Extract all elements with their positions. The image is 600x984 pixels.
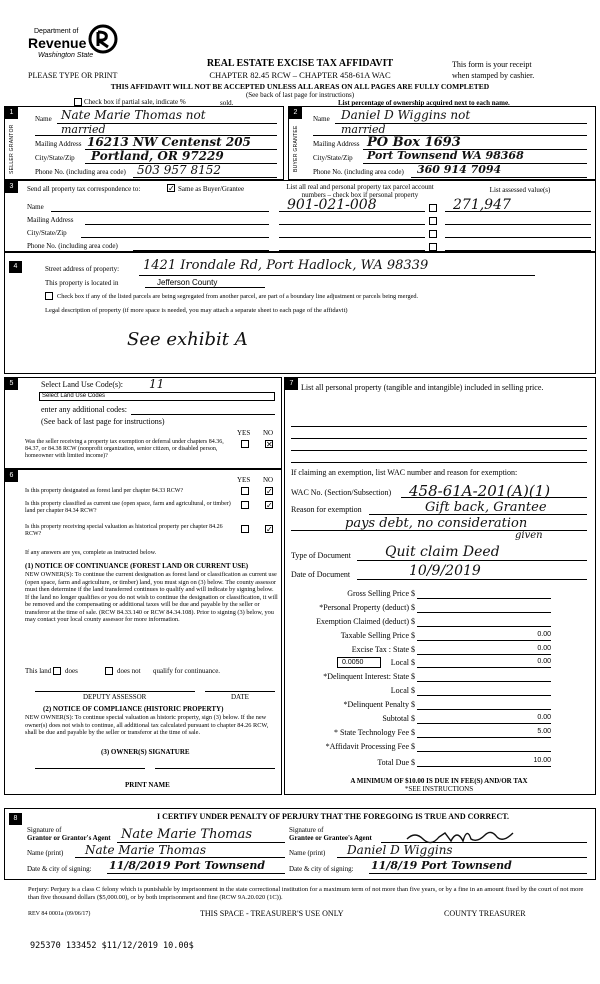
minimum-due-note: A MINIMUM OF $10.00 IS DUE IN FEE(S) AND/OR TAX — [350, 777, 528, 785]
perjury-notice: Perjury: Perjury is a class C felony which is punishable by imprisonment in the state correctional institution for a maximum term of not more than five years, or by a fine in an amount fixed by the court of not more than five thousand dollars ($5,000.00), or by both imprisonment and fine (RCW 9A.20.020 (1C)). — [28, 886, 584, 902]
send-to-label: Send all property tax correspondence to: — [27, 185, 141, 193]
does-checkbox[interactable] — [53, 667, 61, 675]
grantor-name[interactable]: Nate Marie Thomas — [85, 843, 206, 857]
land-use-label: Select Land Use Code(s): — [41, 380, 123, 389]
exemption-section — [284, 377, 596, 795]
reason-label: Reason for exemption — [291, 505, 362, 514]
buyer-mail-label: Mailing Address — [313, 140, 360, 148]
land-use-code[interactable]: 11 — [149, 377, 165, 391]
personal-property-checkbox-3[interactable] — [429, 230, 437, 238]
delinquent-penalty-label: *Delinquent Penalty $ — [343, 700, 415, 709]
tech-fee-value: 5.00 — [537, 728, 551, 735]
correspondence-section — [4, 180, 596, 252]
assessed-value[interactable]: 271,947 — [453, 197, 511, 213]
see-back-label: (See back of last page for instructions) — [41, 417, 165, 426]
current-use-yes-checkbox[interactable] — [241, 501, 249, 509]
personal-property-checkbox-4[interactable] — [429, 243, 437, 251]
local-rate-value: 0.0050 — [342, 659, 364, 666]
buyer-section — [288, 106, 596, 180]
seller-phone[interactable]: 503 957 8152 — [137, 163, 221, 177]
exemption-question: Was the seller receiving a property tax exemption or deferral under chapters 84.36, 84.37, or 84.38 RCW (nonprofit organization, senior citizen, or disabled person, homeowner with limited income)? — [25, 439, 224, 459]
tech-fee-label: * State Technology Fee $ — [333, 728, 415, 737]
compliance-text: NEW OWNER(S): To continue special valuation as historic property, sign (3) below. If the new owner(s) does not wish to continue, all additional tax calculated pursuant to chapter 84.26 RCW, shall be due and payable by the seller or transferor at the time of sale. — [25, 714, 269, 737]
legal-description[interactable]: See exhibit A — [127, 329, 248, 350]
current-use-question: Is this property classified as current use (open space, farm and agricultural, or timber) land per chapter 84.34 RCW? — [25, 501, 231, 514]
additional-codes-label: enter any additional codes: — [41, 405, 127, 414]
see-instructions: (See back of last page for instructions) — [245, 91, 355, 99]
cashier-stamp: 925370 133452 $11/12/2019 10.00$ — [30, 941, 194, 951]
delinquent-interest-label: *Delinquent Interest: State $ — [323, 672, 415, 681]
local-tax-label: Local $ — [390, 658, 415, 667]
local-rate-field[interactable] — [337, 657, 381, 668]
does-label: does — [65, 667, 78, 675]
section-number-4: 4 — [9, 261, 22, 273]
located-label: This property is located in — [45, 279, 119, 287]
owner-signature-label: (3) OWNER(S) SIGNATURE — [101, 748, 190, 756]
historic-yes-checkbox[interactable] — [241, 525, 249, 533]
parcel-header: List all real and personal property tax parcel account numbers – check box if personal property — [286, 183, 434, 200]
buyer-name[interactable]: Daniel D Wiggins not — [341, 108, 471, 122]
receipt-note-2: when stamped by cashier. — [452, 71, 535, 80]
doc-type-label: Type of Document — [291, 551, 351, 560]
grantor-sig-label-2: Grantor or Grantor's Agent — [27, 834, 111, 842]
wac-label: WAC No. (Section/Subsection) — [291, 488, 392, 497]
gross-price-label: Gross Selling Price $ — [347, 589, 415, 598]
seller-name-2[interactable]: married — [61, 123, 106, 136]
section-number-1: 1 — [5, 107, 18, 119]
grantor-sig-label: Signature of — [27, 826, 62, 834]
parcel-number[interactable]: 901-021-008 — [287, 197, 377, 213]
dept-label: Department of — [34, 28, 79, 35]
assessor-date-label: DATE — [231, 693, 249, 701]
yes-header-6: YES — [237, 476, 251, 484]
grantee-sig-label-2: Grantee or Grantee's Agent — [289, 834, 372, 842]
exemption-reason-2[interactable]: pays debt, no consideration — [345, 516, 528, 531]
grantor-date[interactable]: 11/8/2019 Port Townsend — [109, 859, 266, 872]
doc-date-label: Date of Document — [291, 570, 351, 579]
county-name: Jefferson County — [157, 278, 218, 287]
total-due-value: 10.00 — [533, 757, 551, 764]
seller-name-label: Name — [35, 115, 52, 123]
exemption-deduct-label: Exemption Claimed (deduct) $ — [316, 617, 415, 626]
street-label: Street address of property: — [45, 265, 120, 273]
forest-land-section — [4, 469, 282, 795]
grantor-signature[interactable]: Nate Marie Thomas — [121, 827, 253, 842]
continuance-text: NEW OWNER(S): To continue the current designation as forest land or classification as current use (open space, farm and agriculture, or timber) land, you must sign on (3) below. The county assessor must then determine if the land transferred continues to qualify and will indicate by signing below. If the land no longer qualifies or you do not wish to continue the designation or classification, it will be removed and the compensating or additional taxes will be due and payable by the seller or transferor at the time of sale. (RCW 84.33.140 or RCW 84.34.108). Prior to signing (3) below, you may contact your local county assessor for more information. — [25, 571, 278, 624]
no-header-5: NO — [263, 429, 274, 437]
corr-name-label: Name — [27, 203, 44, 211]
taxable-price-value: 0.00 — [537, 631, 551, 638]
partial-sale-label: Check box if partial sale, indicate % — [84, 98, 186, 106]
section-number-2: 2 — [289, 107, 302, 119]
grantee-date[interactable]: 11/8/19 Port Townsend — [371, 859, 512, 872]
revenue-label: Revenue — [28, 35, 87, 51]
does-not-label: does not — [117, 667, 141, 675]
total-due-label: Total Due $ — [377, 758, 415, 767]
seller-city-label: City/State/Zip — [35, 154, 75, 162]
processing-fee-label: *Affidavit Processing Fee $ — [325, 742, 415, 751]
print-note: PLEASE TYPE OR PRINT — [28, 71, 118, 80]
buyer-city[interactable]: Port Townsend WA 98368 — [367, 149, 524, 162]
section-number-7: 7 — [285, 378, 298, 390]
forest-question: Is this property designated as forest land per chapter 84.33 RCW? — [25, 488, 184, 494]
doc-type[interactable]: Quit claim Deed — [385, 544, 500, 560]
print-name-label: PRINT NAME — [125, 781, 170, 789]
corr-phone-label: Phone No. (including area code) — [27, 242, 118, 250]
seller-phone-label: Phone No. (including area code) — [35, 168, 126, 176]
certify-text: I CERTIFY UNDER PENALTY OF PERJURY THAT THE FOREGOING IS TRUE AND CORRECT. — [157, 812, 510, 821]
receipt-note: This form is your receipt — [452, 60, 532, 69]
grantor-date-label: Date & city of signing: — [27, 865, 92, 873]
assessed-header: List assessed value(s) — [489, 186, 551, 194]
ownership-note: List percentage of ownership acquired next to each name. — [338, 99, 510, 107]
compliance-heading: (2) NOTICE OF COMPLIANCE (HISTORIC PROPERTY) — [43, 705, 224, 713]
section-number-5: 5 — [5, 378, 18, 390]
seller-mail-label: Mailing Address — [35, 140, 82, 148]
grantor-name-label: Name (print) — [27, 849, 64, 857]
subtotal-value: 0.00 — [537, 714, 551, 721]
seller-name[interactable]: Nate Marie Thomas not — [61, 108, 206, 122]
seller-side-label: SELLER GRANTOR — [9, 124, 15, 174]
form-title: REAL ESTATE EXCISE TAX AFFIDAVIT — [206, 58, 394, 69]
corr-city-label: City/State/Zip — [27, 229, 67, 237]
partial-sale-checkbox[interactable] — [74, 98, 82, 106]
exemption-yes-checkbox[interactable] — [241, 440, 249, 448]
buyer-phone-label: Phone No. (including area code) — [313, 168, 404, 176]
land-use-dropdown[interactable] — [39, 392, 275, 401]
seller-mail[interactable]: 16213 NW Centenst 205 — [87, 135, 251, 149]
excise-state-label: Excise Tax : State $ — [351, 645, 415, 654]
treasurer-space: THIS SPACE - TREASURER'S USE ONLY — [200, 909, 344, 918]
logo-mark-icon — [88, 24, 118, 54]
subtotal-label: Subtotal $ — [382, 714, 415, 723]
doc-date[interactable]: 10/9/2019 — [409, 563, 481, 579]
claim-exemption-label: If claiming an exemption, list WAC number and reason for exemption: — [291, 468, 518, 477]
exemption-no-checkbox[interactable]: ✕ — [266, 440, 273, 449]
forest-no-checkbox[interactable]: ✓ — [266, 487, 273, 496]
street-address[interactable]: 1421 Irondale Rd, Port Hadlock, WA 98339 — [143, 258, 429, 273]
same-as-buyer-checkbox[interactable]: ✓ — [168, 184, 175, 193]
personal-property-checkbox-2[interactable] — [429, 217, 437, 225]
current-use-no-checkbox[interactable]: ✓ — [266, 501, 273, 510]
yes-header-5: YES — [237, 429, 251, 437]
personal-deduct-label: *Personal Property (deduct) $ — [319, 603, 415, 612]
wac-number[interactable]: 458-61A-201(A)(1) — [409, 482, 551, 500]
certification-section — [4, 808, 596, 880]
continuance-heading: (1) NOTICE OF CONTINUANCE (FOREST LAND OR CURRENT USE) — [25, 562, 249, 570]
section-number-6: 6 — [5, 470, 18, 482]
historic-no-checkbox[interactable]: ✓ — [266, 525, 273, 534]
deputy-assessor-label: DEPUTY ASSESSOR — [83, 693, 147, 701]
grantee-name[interactable]: Daniel D Wiggins — [347, 843, 453, 857]
state-label: Washington State — [38, 52, 94, 59]
seller-city[interactable]: Portland, OR 97229 — [91, 149, 224, 163]
legal-label: Legal description of property (if more space is needed, you may attach a separate sheet to each page of the affidavit) — [45, 307, 348, 314]
personal-property-checkbox-1[interactable] — [429, 204, 437, 212]
seller-section — [4, 106, 284, 180]
does-not-checkbox[interactable] — [105, 667, 113, 675]
corr-mail-label: Mailing Address — [27, 216, 74, 224]
grantee-name-label: Name (print) — [289, 849, 326, 857]
land-use-section — [4, 377, 282, 469]
exemption-reason[interactable]: Gift back, Grantee — [425, 500, 547, 515]
buyer-side-label: BUYER GRANTEE — [293, 125, 299, 173]
buyer-mail[interactable]: PO Box 1693 — [367, 135, 461, 150]
grantee-sig-label: Signature of — [289, 826, 324, 834]
grantee-date-label: Date & city of signing: — [289, 865, 354, 873]
section-number-8: 8 — [9, 813, 22, 825]
qualify-label: qualify for continuance. — [153, 667, 221, 675]
buyer-name-label: Name — [313, 115, 330, 123]
this-land-label: This land — [25, 667, 52, 675]
no-header-6: NO — [263, 476, 274, 484]
county-treasurer: COUNTY TREASURER — [444, 909, 526, 918]
if-yes-note: If any answers are yes, complete as instructed below. — [25, 549, 157, 556]
sold-label: sold. — [220, 99, 234, 107]
same-as-buyer-label: Same as Buyer/Grantee — [178, 185, 245, 193]
see-instructions-7: *SEE INSTRUCTIONS — [404, 785, 474, 793]
form-chapter: CHAPTER 82.45 RCW – CHAPTER 458-61A WAC — [209, 70, 391, 80]
forest-yes-checkbox[interactable] — [241, 487, 249, 495]
property-section — [4, 252, 596, 374]
buyer-phone[interactable]: 360 914 7094 — [417, 163, 502, 176]
segregated-label: Check box if any of the listed parcels are being segregated from another parcel, are part of a boundary line adjustment or parcels being merged. — [57, 293, 419, 300]
exemption-reason-3[interactable]: given — [515, 530, 543, 541]
buyer-name-2[interactable]: married — [341, 123, 386, 136]
historic-question: Is this property receiving special valuation as historical property per chapter 84.26 RCW? — [25, 524, 223, 537]
delinquent-local-label: Local $ — [390, 686, 415, 695]
grantee-signature[interactable] — [405, 823, 525, 845]
revenue-logo — [28, 22, 138, 66]
form-revision: REV 84 0001a (09/06/17) — [28, 911, 91, 917]
excise-state-value: 0.00 — [537, 645, 551, 652]
warning-text: THIS AFFIDAVIT WILL NOT BE ACCEPTED UNLESS ALL AREAS ON ALL PAGES ARE FULLY COMPLETED — [110, 82, 490, 91]
local-tax-value: 0.00 — [537, 658, 551, 665]
segregated-checkbox[interactable] — [45, 292, 53, 300]
buyer-city-label: City/State/Zip — [313, 154, 353, 162]
taxable-price-label: Taxable Selling Price $ — [340, 631, 415, 640]
personal-property-note: List all personal property (tangible and intangible) included in selling price. — [301, 383, 544, 392]
section-number-3: 3 — [5, 181, 18, 193]
land-use-dropdown-value: Select Land Use Codes — [42, 393, 106, 399]
